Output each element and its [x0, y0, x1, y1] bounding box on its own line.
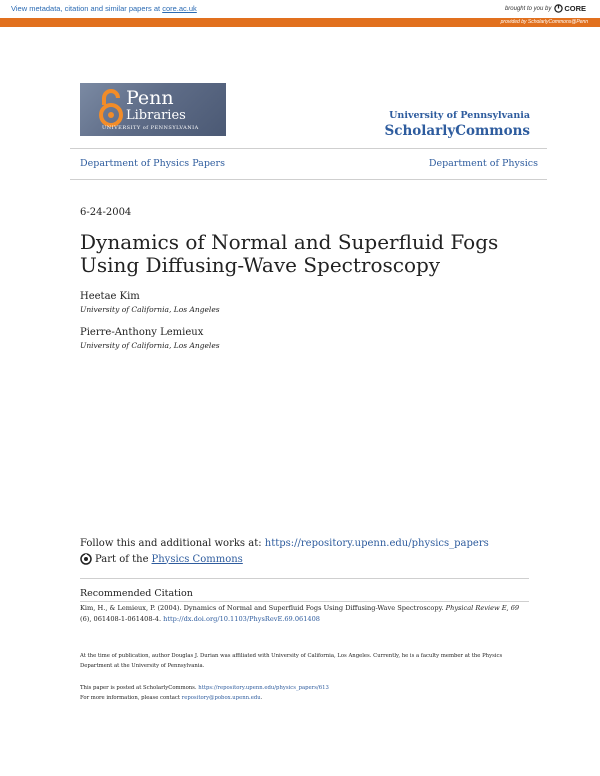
contact-email[interactable]: repository@pobox.upenn.edu: [181, 695, 261, 701]
divider: [80, 578, 529, 579]
author-note: At the time of publication, author Douglas J. Durian was affiliated with University of California, Los Angeles. Currently, he is a faculty member at the Physics Department at the University of Pennsylvania.: [80, 653, 503, 669]
follow-line: Follow this and additional works at: https://repository.upenn.edu/physics_papers: [80, 538, 489, 549]
dept-link[interactable]: Department of Physics: [428, 158, 538, 169]
provided-by: provided by ScholarlyCommons@Penn: [500, 19, 588, 25]
author-name: Heetae Kim: [80, 291, 140, 302]
dept-papers-link[interactable]: Department of Physics Papers: [80, 158, 225, 169]
doi-link[interactable]: http://dx.doi.org/10.1103/PhysRevE.69.061408: [163, 615, 321, 623]
publication-date: 6-24-2004: [80, 207, 132, 218]
scholarly-commons[interactable]: ScholarlyCommons: [384, 123, 530, 139]
paper-title: Dynamics of Normal and Superfluid Fogs Using Diffusing-Wave Spectroscopy: [80, 230, 499, 277]
divider: [70, 148, 547, 149]
commons-network-icon: [80, 553, 92, 565]
core-logo[interactable]: CORE: [554, 4, 586, 13]
core-metadata-link[interactable]: View metadata, citation and similar papers at core.ac.uk: [11, 4, 197, 13]
author-name: Pierre-Anthony Lemieux: [80, 327, 204, 338]
divider: [80, 601, 529, 602]
author-affiliation: University of California, Los Angeles: [80, 341, 220, 350]
author-affiliation: University of California, Los Angeles: [80, 305, 220, 314]
logo-penn: Penn: [126, 87, 174, 109]
divider: [70, 179, 547, 180]
recommended-citation-heading: Recommended Citation: [80, 588, 193, 599]
core-ac-uk-link[interactable]: core.ac.uk: [162, 4, 197, 13]
core-icon: [554, 4, 563, 13]
university-name[interactable]: University of Pennsylvania: [389, 110, 530, 121]
logo-university: UNIVERSITY of PENNSYLVANIA: [102, 125, 199, 131]
citation-text: Kim, H., & Lemieux, P. (2004). Dynamics of Normal and Superfluid Fogs Using Diffusing-Wave Spectroscopy. Physical Review E, 69 (6), 061408-1-061408-4. http://dx.doi.org/10.1103/PhysRevE.69.061408: [80, 604, 520, 623]
logo-libraries: Libraries: [126, 108, 186, 123]
posted-info: This paper is posted at ScholarlyCommons. https://repository.upenn.edu/physics_papers/613 For more information, please contact repository@pobox.upenn.edu.: [80, 685, 329, 701]
follow-url[interactable]: https://repository.upenn.edu/physics_papers: [264, 538, 489, 549]
penn-libraries-logo[interactable]: [80, 83, 226, 136]
open-access-lock-icon: [98, 89, 124, 127]
brought-by: brought to you by CORE: [504, 4, 586, 13]
physics-commons-link[interactable]: Physics Commons: [151, 553, 243, 565]
posted-url[interactable]: https://repository.upenn.edu/physics_papers/613: [198, 685, 329, 691]
part-of-line: Part of the Physics Commons: [80, 553, 243, 565]
